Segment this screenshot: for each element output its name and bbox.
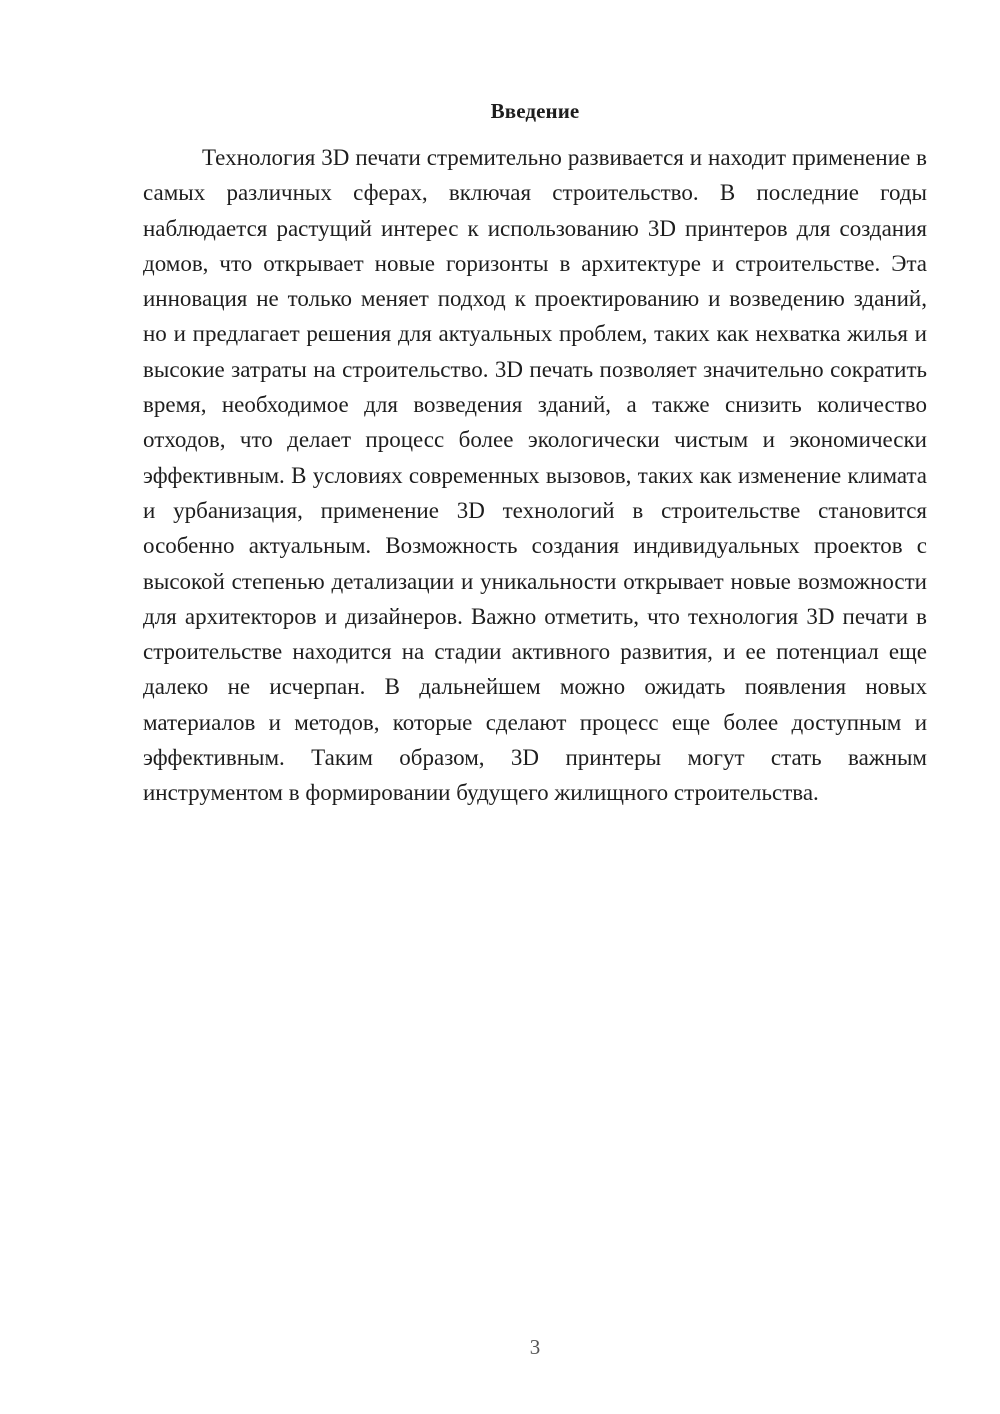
body-paragraph: Технология 3D печати стремительно развивается и находит применение в самых различных сферах, включая строительство. В последние годы наблюдается растущий интерес к использованию 3D принтеров для создания домов, что открывает новые горизонты в архитектуре и строительстве. Эта инновация не только меняет подход к проектированию и возведению зданий, но и предлагает решения для актуальных проблем, таких как нехватка жилья и высокие затраты на строительство. 3D печать позволяет значительно сократить время, необходимое для возведения зданий, а также снизить количество отходов, что делает процесс более экологически чистым и экономически эффективным. В условиях современных вызовов, таких как изменение климата и урбанизация, применение 3D технологий в строительстве становится особенно актуальным. Возможность создания индивидуальных проектов с высокой степенью детализации и уникальности открывает новые возможности для архитекторов и дизайнеров. Важно отметить, что технология 3D печати в строительстве находится на стадии активного развития, и ее потенциал еще далеко не исчерпан. В дальнейшем можно ожидать появления новых материалов и методов, которые сделают процесс еще более доступным и эффективным. Таким образом, 3D принтеры могут стать важным инструментом в формировании будущего жилищного строительства. [143,145,927,806]
section-heading: Введение [490,99,580,123]
page-number: 3 [529,1335,541,1359]
